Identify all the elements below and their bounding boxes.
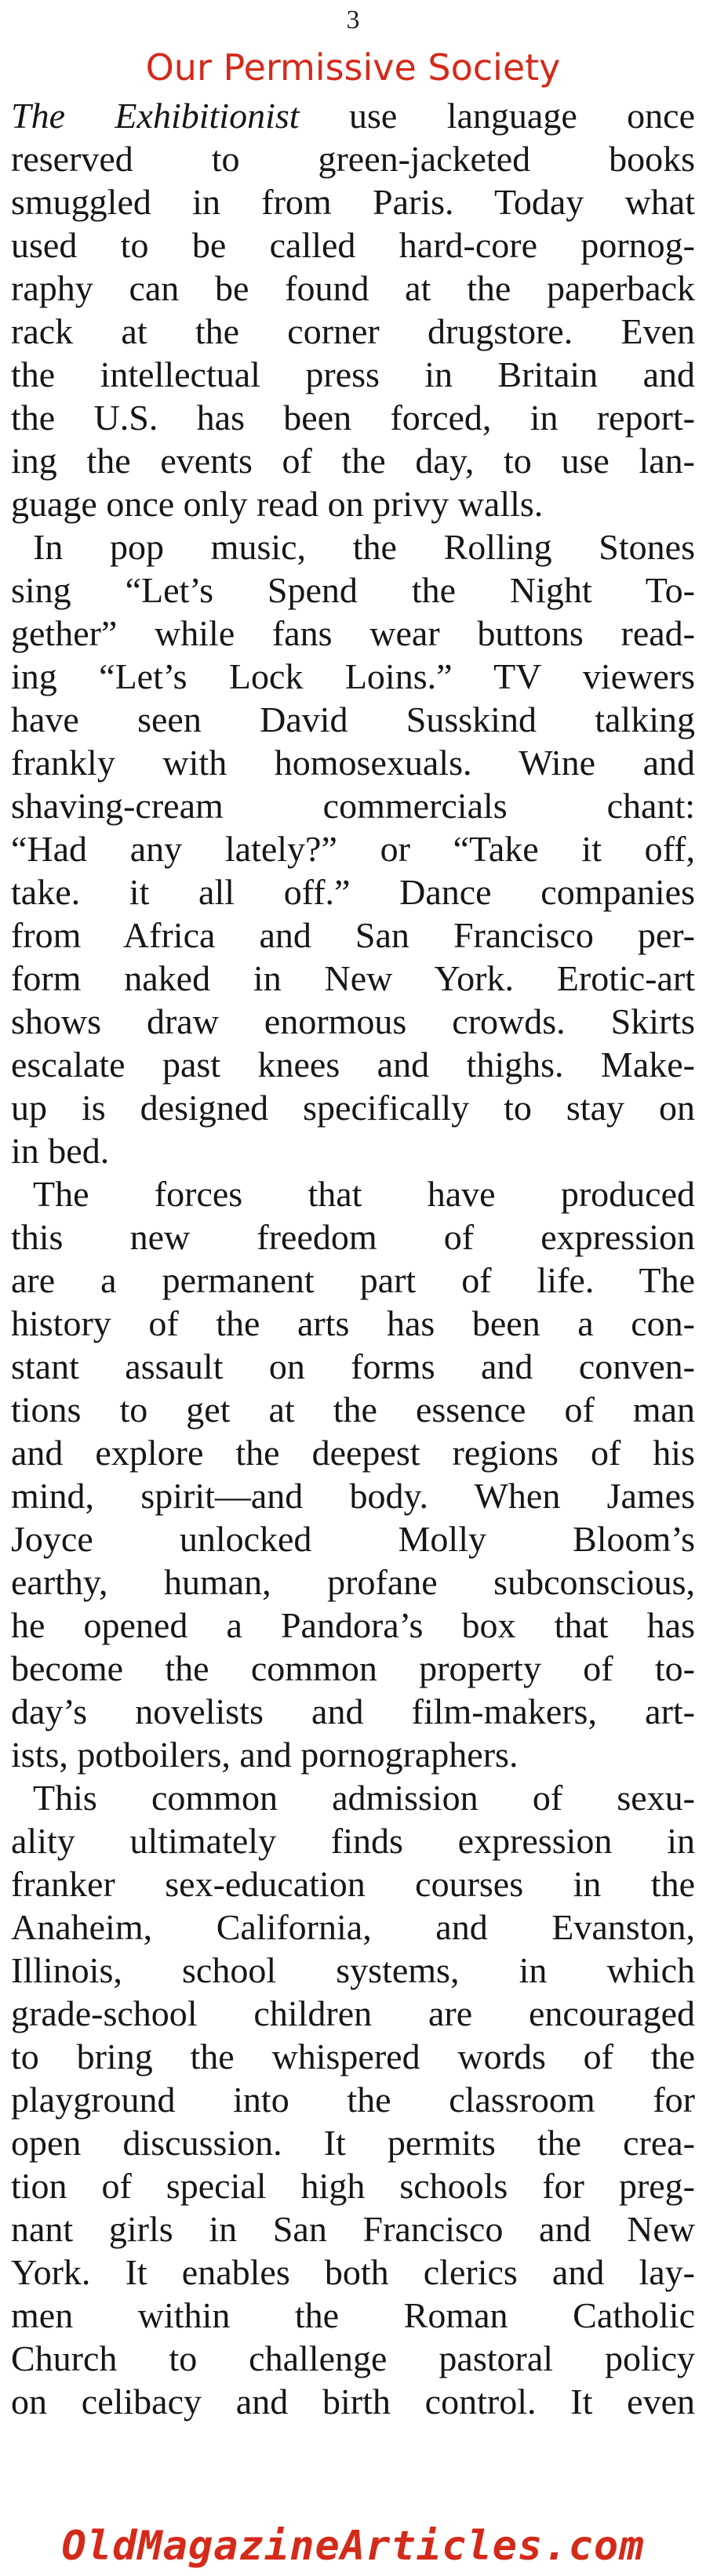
text-line: the U.S. has been forced, in report- — [11, 398, 695, 438]
text-line: gether” while fans wear buttons read- — [11, 613, 695, 653]
text-line: to bring the whispered words of the — [11, 2036, 695, 2076]
text-line: tion of special high schools for preg- — [11, 2166, 695, 2206]
site-watermark[interactable]: OldMagazineArticles.com — [61, 2523, 645, 2570]
text-line: have seen David Susskind talking — [11, 699, 695, 739]
text-line: open discussion. It permits the crea- — [11, 2123, 695, 2163]
text-line: up is designed specifically to stay on — [11, 1088, 695, 1128]
text-line: frankly with homosexuals. Wine and — [11, 743, 695, 783]
text-line: Church to challenge pastoral policy — [11, 2338, 695, 2378]
text-line: rack at the corner drugstore. Even — [11, 311, 695, 351]
text-line: ists, potboilers, and pornographers. — [11, 1735, 519, 1775]
text-line: “Had any lately?” or “Take it off, — [11, 829, 695, 869]
text-line: men within the Roman Catholic — [11, 2295, 695, 2335]
text-line: reserved to green-jacketed books — [11, 139, 695, 179]
text-line: In pop music, the Rolling Stones — [33, 527, 695, 567]
text-line: he opened a Pandora’s box that has — [11, 1605, 695, 1645]
book-title: The Exhibitionist — [11, 96, 300, 136]
text-line: ality ultimately finds expression in — [11, 1821, 695, 1861]
text-line: shows draw enormous crowds. Skirts — [11, 1001, 695, 1041]
text-line: sing “Let’s Spend the Night To- — [11, 570, 695, 610]
text-line: ing “Let’s Lock Loins.” TV viewers — [11, 656, 695, 696]
article-title: Our Permissive Society — [145, 46, 561, 89]
text-line: grade-school children are encouraged — [11, 1993, 695, 2033]
text-line: the intellectual press in Britain and — [11, 354, 695, 394]
text-line: playground into the classroom for — [11, 2080, 695, 2120]
text-line: The forces that have produced — [33, 1174, 695, 1214]
text-line: used to be called hard-core pornog- — [11, 225, 695, 265]
text-line: franker sex-education courses in the — [11, 1864, 695, 1904]
text-line: guage once only read on privy walls. — [11, 484, 544, 524]
text-line: day’s novelists and film-makers, art- — [11, 1691, 695, 1731]
text-line: The Exhibitionist use language once — [11, 96, 695, 136]
text-line: Illinois, school systems, in which — [11, 1950, 695, 1990]
text-line: history of the arts has been a con- — [11, 1303, 695, 1343]
text-line: ing the events of the day, to use lan- — [11, 441, 695, 481]
text-line: from Africa and San Francisco per- — [11, 915, 695, 955]
text-line: shaving-cream commercials chant: — [11, 786, 695, 826]
text-line: and explore the deepest regions of his — [11, 1433, 695, 1473]
page-number: 3 — [346, 5, 360, 35]
text-line: York. It enables both clerics and lay- — [11, 2252, 695, 2292]
text-line: mind, spirit—and body. When James — [11, 1476, 695, 1516]
text-line: tions to get at the essence of man — [11, 1390, 695, 1430]
text-line: on celibacy and birth control. It even — [11, 2382, 695, 2422]
text-line: earthy, human, profane subconscious, — [11, 1562, 695, 1602]
text-line: this new freedom of expression — [11, 1217, 695, 1257]
text-line: raphy can be found at the paperback — [11, 268, 695, 308]
text-line: Joyce unlocked Molly Bloom’s — [11, 1519, 695, 1559]
text-line: smuggled in from Paris. Today what — [11, 182, 695, 222]
text-line: in bed. — [11, 1131, 110, 1171]
text-line: are a permanent part of life. The — [11, 1260, 695, 1300]
text-line: form naked in New York. Erotic-art — [11, 958, 695, 998]
text-line: This common admission of sexu- — [33, 1778, 695, 1818]
text-line: nant girls in San Francisco and New — [11, 2209, 695, 2249]
text-line: stant assault on forms and conven- — [11, 1346, 695, 1386]
text-line: escalate past knees and thighs. Make- — [11, 1045, 695, 1085]
text-line: take. it all off.” Dance companies — [11, 872, 695, 912]
text-line: become the common property of to- — [11, 1648, 695, 1688]
text-line: Anaheim, California, and Evanston, — [11, 1907, 695, 1947]
article-body — [0, 94, 706, 2423]
